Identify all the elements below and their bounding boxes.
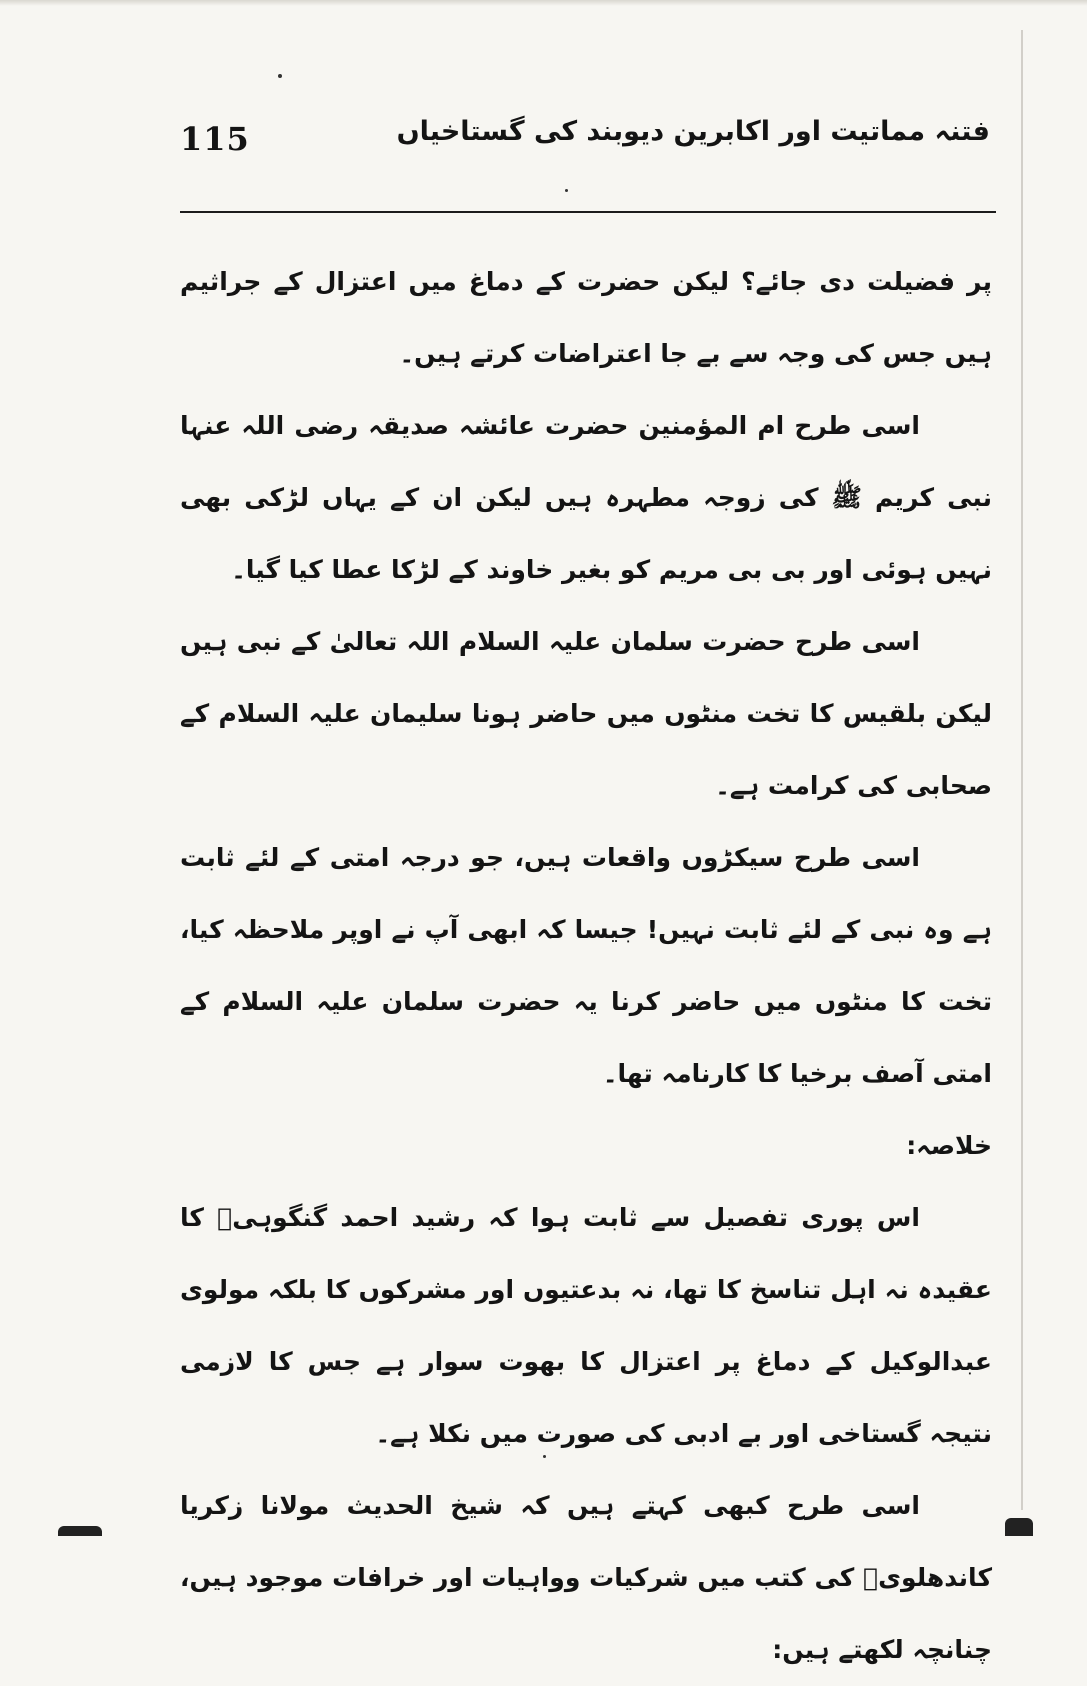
page-header	[180, 112, 990, 172]
paragraph: اس پوری تفصیل سے ثابت ہوا کہ رشید احمد گنگوہیؒ کا عقیدہ نہ اہل تناسخ کا تھا، نہ بدعتیوں اور مشرکوں کا بلکہ مولوی عبدالوکیل کے دماغ پر اعتزال کا بھوت سوار ہے جس کا لازمی نتیجہ گستاخی اور بے ادبی کی صورت میں نکلا ہے۔	[180, 1203, 992, 1448]
paragraph: اسی طرح کبھی کہتے ہیں کہ شیخ الحدیث مولانا زکریا کاندھلویؒ کی کتب میں شرکیات وواہیات اور خرافات موجود ہیں، چنانچہ لکھتے ہیں:	[180, 1491, 992, 1664]
paragraph: اسی طرح ام المؤمنین حضرت عائشہ صدیقہ رضی اللہ عنہا نبی کریم ﷺ کی زوجہ مطہرہ ہیں لیکن ان کے یہاں لڑکی بھی نہیں ہوئی اور بی بی مریم کو بغیر خاوند کے لڑکا عطا کیا گیا۔	[180, 411, 992, 584]
running-title: فتنہ مماتیت اور اکابرین دیوبند کی گستاخیاں	[396, 116, 990, 147]
paragraph: اسی طرح حضرت سلمان علیہ السلام اللہ تعالیٰ کے نبی ہیں لیکن بلقیس کا تخت منٹوں میں حاضر ہونا سلیمان علیہ السلام کے صحابی کی کرامت ہے۔	[180, 627, 992, 800]
scan-top-edge	[0, 0, 1087, 6]
scan-speck	[278, 74, 282, 78]
header-rule	[180, 211, 996, 213]
page-body	[180, 246, 992, 1686]
scan-smudge	[1005, 1518, 1033, 1536]
section-heading: خلاصہ:	[906, 1131, 992, 1160]
paragraph: پر فضیلت دی جائے؟ لیکن حضرت کے دماغ میں اعتزال کے جراثیم ہیں جس کی وجہ سے بے جا اعتراضات کرتے ہیں۔	[180, 267, 992, 368]
scan-speck	[565, 189, 568, 192]
paragraph: اسی طرح سیکڑوں واقعات ہیں، جو درجہ امتی کے لئے ثابت ہے وہ نبی کے لئے ثابت نہیں! جیسا کہ ابھی آپ نے اوپر ملاحظہ کیا، تخت کا منٹوں میں حاضر کرنا یہ حضرت سلمان علیہ السلام کے امتی آصف برخیا کا کارنامہ تھا۔	[180, 843, 992, 1088]
page-number: 115	[180, 120, 250, 158]
scan-right-edge	[1021, 30, 1023, 1510]
scan-smudge	[58, 1526, 102, 1536]
